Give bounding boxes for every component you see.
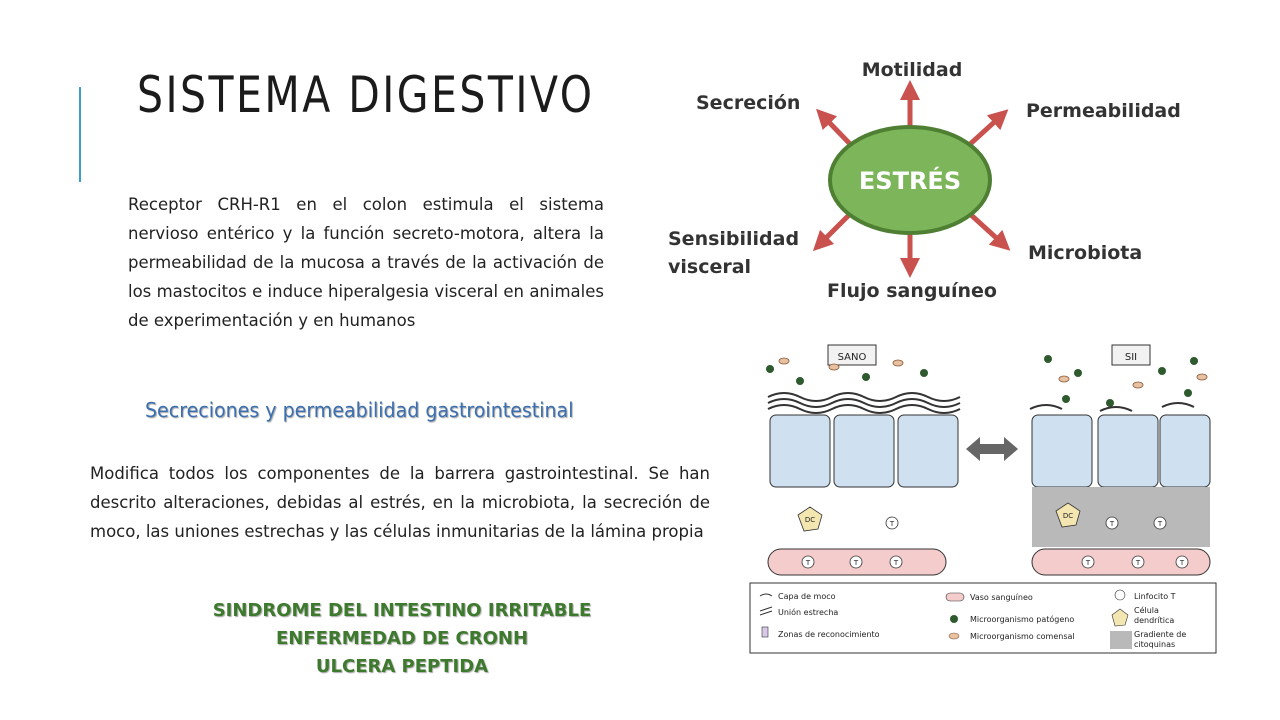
barrier-paragraph: Modifica todos los componentes de la barrera gastrointestinal. Se han descrito alteraciones, debidas al estrés, en la microbiota, la secreción de moco, las uniones estrechas y las células inmunitarias de la lámina propia xyxy=(90,464,710,541)
gut-barrier-diagram xyxy=(748,337,1220,657)
t-cell-label: T xyxy=(1179,559,1185,567)
effect-sensitivity: Sensibilidad xyxy=(668,228,800,250)
t-cell-label: T xyxy=(805,559,811,567)
effect-sensitivity-2: visceral xyxy=(668,256,752,278)
legend-gradient: Gradiente de xyxy=(1134,630,1187,639)
t-cell-label: T xyxy=(893,559,899,567)
effect-microbiota: Microbiota xyxy=(1028,242,1143,264)
dc-label: DC xyxy=(1062,512,1074,520)
crh-receptor-paragraph: Receptor CRH-R1 en el colon estimula el sistema nervioso entérico y la función secreto-motora, altera la permeabilidad de la mucosa a través de la activación de los mastocitos e induce hiperalgesia visceral en animales de experimentación y en humanos xyxy=(128,195,604,330)
condition-item: ENFERMEDAD DE CRONH xyxy=(275,628,529,649)
panel-label-healthy: SANO xyxy=(837,352,867,363)
legend-mucus: Capa de moco xyxy=(778,592,836,601)
slide-title: SISTEMA DIGESTIVO xyxy=(137,66,595,124)
dc-label: DC xyxy=(804,516,816,524)
title-accent-bar xyxy=(79,87,81,182)
arrow-lower-left xyxy=(820,214,850,244)
conditions-list xyxy=(150,597,654,681)
condition-item: ULCERA PEPTIDA xyxy=(315,656,489,677)
t-cell-label: T xyxy=(889,520,895,528)
epithelium-healthy xyxy=(770,415,958,487)
t-cell-label: T xyxy=(1109,520,1115,528)
effect-motility: Motilidad xyxy=(861,59,963,81)
stress-effects-diagram xyxy=(660,48,1220,308)
t-cell-label: T xyxy=(1135,559,1141,567)
stress-label: ESTRÉS xyxy=(858,167,962,195)
arrow-lower-right xyxy=(970,214,1003,244)
legend-tight-junction: Unión estrecha xyxy=(778,608,839,617)
legend-recognition: Zonas de reconocimiento xyxy=(778,630,880,639)
legend-commensal: Microorganismo comensal xyxy=(970,632,1075,641)
epithelium-ibs xyxy=(1032,415,1210,487)
section-subtitle: Secreciones y permeabilidad gastrointestinal xyxy=(145,398,574,422)
effect-permeability: Permeabilidad xyxy=(1026,100,1181,122)
condition-item: SINDROME DEL INTESTINO IRRITABLE xyxy=(212,600,592,621)
t-cell-label: T xyxy=(853,559,859,567)
t-cell-label: T xyxy=(1157,520,1163,528)
arrow-upper-right xyxy=(968,116,1001,146)
panel-label-ibs: SII xyxy=(1124,352,1138,363)
legend-lymphocyte: Linfocito T xyxy=(1134,592,1176,601)
legend-gradient-2: citoquinas xyxy=(1134,640,1176,649)
effect-blood-flow: Flujo sanguíneo xyxy=(827,280,997,302)
legend-dendritic: Célula xyxy=(1134,606,1159,615)
legend-pathogen: Microorganismo patógeno xyxy=(970,615,1075,624)
comparison-arrow xyxy=(966,437,1018,461)
t-cell-label: T xyxy=(1085,559,1091,567)
legend-vessel: Vaso sanguíneo xyxy=(970,593,1033,602)
mucus-layer xyxy=(768,393,1194,413)
arrow-upper-left xyxy=(823,116,852,146)
effect-secretion: Secreción xyxy=(696,92,801,114)
legend-dendritic-2: dendrítica xyxy=(1134,616,1175,625)
